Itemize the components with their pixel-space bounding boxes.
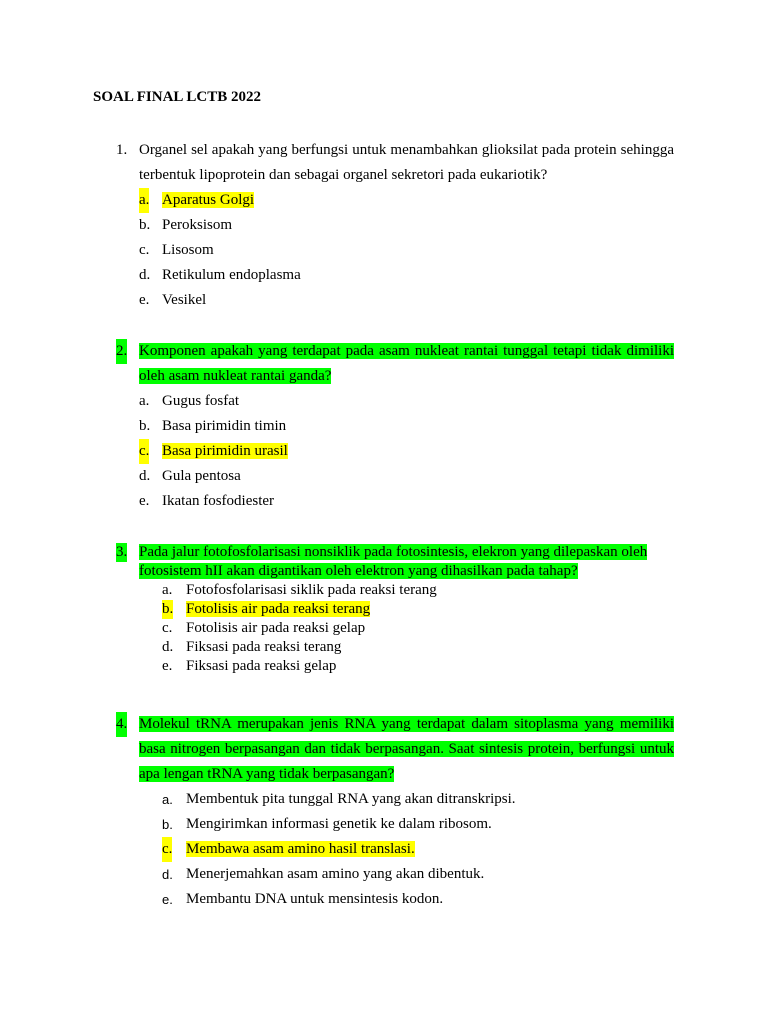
option-b xyxy=(116,213,674,238)
option-text: Peroksisom xyxy=(162,217,233,233)
option-letter: c. xyxy=(139,242,150,258)
option-text-answer: Fotolisis air pada reaksi terang xyxy=(186,601,371,617)
question-text-wrap xyxy=(139,339,674,389)
option-c xyxy=(116,439,674,464)
option-a xyxy=(116,581,674,600)
question-text: Komponen apakah yang terdapat pada asam nukleat rantai tunggal tetapi tidak dimiliki oleh asam nukleat rantai ganda? xyxy=(139,343,674,384)
option-letter: b. xyxy=(162,817,173,832)
option-text-answer: Membawa asam amino hasil translasi. xyxy=(186,841,415,857)
option-a xyxy=(116,787,674,812)
option-letter: d. xyxy=(139,267,151,283)
question-number: 3. xyxy=(116,544,128,560)
options-list xyxy=(116,581,674,676)
option-c xyxy=(116,619,674,638)
option-text: Membentuk pita tunggal RNA yang akan ditranskripsi. xyxy=(186,791,516,807)
option-c xyxy=(116,837,674,862)
option-letter: d. xyxy=(162,639,174,655)
option-d xyxy=(116,464,674,489)
document-title: SOAL FINAL LCTB 2022 xyxy=(93,89,261,105)
question-number: 4. xyxy=(116,712,127,737)
option-d xyxy=(116,862,674,887)
option-e xyxy=(116,887,674,912)
option-text: Ikatan fosfodiester xyxy=(162,493,275,509)
question-4 xyxy=(116,712,674,912)
question-number: 1. xyxy=(116,142,128,158)
option-b xyxy=(116,600,674,619)
option-text: Gugus fosfat xyxy=(162,393,240,409)
option-text: Fiksasi pada reaksi gelap xyxy=(186,658,337,674)
question-text-wrap xyxy=(139,543,674,581)
option-letter: e. xyxy=(162,892,173,907)
options-list xyxy=(116,389,674,514)
options-list xyxy=(116,188,674,313)
option-e xyxy=(116,288,674,313)
options-list xyxy=(116,787,674,912)
option-letter: d. xyxy=(162,867,173,882)
option-text-answer: Basa pirimidin urasil xyxy=(162,443,288,459)
option-c xyxy=(116,238,674,263)
option-letter: a. xyxy=(139,393,150,409)
question-text: Organel sel apakah yang berfungsi untuk menambahkan glioksilat pada protein sehingga terbentuk lipoprotein dan sebagai organel sekretori pada eukariotik? xyxy=(139,142,674,183)
question-2 xyxy=(116,339,674,514)
option-text: Menerjemahkan asam amino yang akan dibentuk. xyxy=(186,866,485,882)
option-text: Gula pentosa xyxy=(162,468,241,484)
option-text: Fotolisis air pada reaksi gelap xyxy=(186,620,366,636)
option-b xyxy=(116,414,674,439)
option-letter: e. xyxy=(162,658,173,674)
option-e xyxy=(116,657,674,676)
option-letter: a. xyxy=(162,792,173,807)
option-letter: b. xyxy=(162,601,174,617)
option-e xyxy=(116,489,674,514)
option-letter: a. xyxy=(162,582,173,598)
option-letter: d. xyxy=(139,468,151,484)
option-letter: e. xyxy=(139,292,150,308)
option-letter: c. xyxy=(162,837,172,862)
option-a xyxy=(116,188,674,213)
option-letter: e. xyxy=(139,493,150,509)
option-b xyxy=(116,812,674,837)
option-letter: b. xyxy=(139,418,151,434)
question-1 xyxy=(116,138,674,313)
option-text: Mengirimkan informasi genetik ke dalam ribosom. xyxy=(186,816,492,832)
option-text: Retikulum endoplasma xyxy=(162,267,301,283)
question-number: 2. xyxy=(116,339,127,364)
option-text: Vesikel xyxy=(162,292,207,308)
option-d xyxy=(116,638,674,657)
option-text-answer: Aparatus Golgi xyxy=(162,192,255,208)
option-letter: a. xyxy=(139,188,149,213)
option-letter: c. xyxy=(139,439,149,464)
option-letter: c. xyxy=(162,620,173,636)
question-3 xyxy=(116,543,674,676)
option-text: Fiksasi pada reaksi terang xyxy=(186,639,342,655)
option-letter: b. xyxy=(139,217,151,233)
question-text-line-2: fotosistem hII akan digantikan oleh elektron yang dihasilkan pada tahap? xyxy=(139,563,578,579)
option-a xyxy=(116,389,674,414)
option-d xyxy=(116,263,674,288)
question-text-wrap xyxy=(139,712,674,787)
option-text: Basa pirimidin timin xyxy=(162,418,287,434)
option-text: Fotofosfolarisasi siklik pada reaksi terang xyxy=(186,582,437,598)
question-text-line-1: Pada jalur fotofosfolarisasi nonsiklik pada fotosintesis, elekron yang dilepaskan oleh xyxy=(139,544,648,560)
question-text: Molekul tRNA merupakan jenis RNA yang terdapat dalam sitoplasma yang memiliki basa nitrogen berpasangan dan tidak berpasangan. Saat sintesis protein, berfungsi untuk apa lengan tRNA yang tidak berpasangan? xyxy=(139,716,674,782)
option-text: Membantu DNA untuk mensintesis kodon. xyxy=(186,891,444,907)
option-text: Lisosom xyxy=(162,242,214,258)
